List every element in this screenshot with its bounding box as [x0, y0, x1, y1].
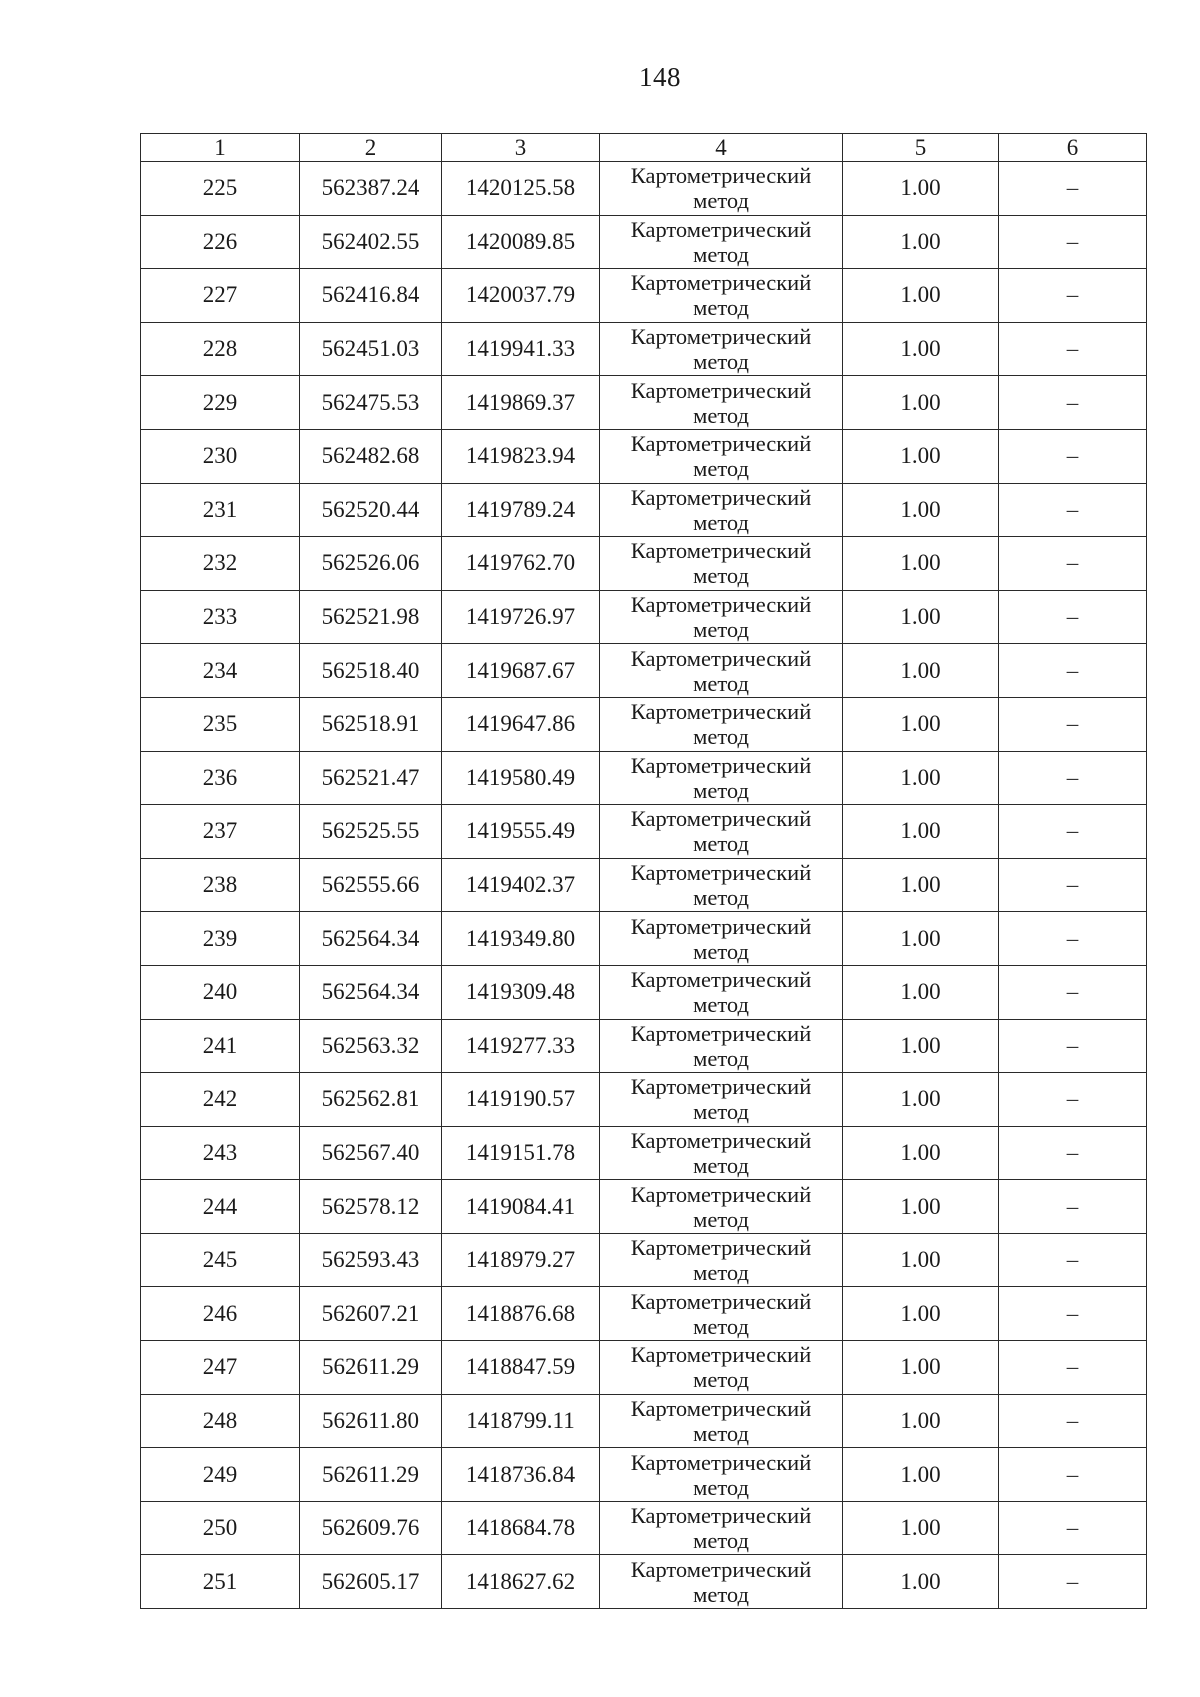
table-row [141, 965, 1147, 1019]
method-cell [600, 1287, 843, 1341]
table-row [141, 697, 1147, 751]
x-coordinate-cell: 562605.17 [300, 1555, 442, 1609]
point-number-cell: 242 [141, 1073, 300, 1127]
method-cell [600, 376, 843, 430]
point-number-cell: 227 [141, 269, 300, 323]
accuracy-cell: 1.00 [843, 805, 999, 859]
accuracy-cell: 1.00 [843, 1555, 999, 1609]
method-cell [600, 1555, 843, 1609]
method-line-1: Картометрический [630, 431, 812, 457]
table-row [141, 1073, 1147, 1127]
accuracy-cell: 1.00 [843, 1019, 999, 1073]
note-cell: – [999, 1233, 1147, 1287]
accuracy-cell: 1.00 [843, 1233, 999, 1287]
table-row [141, 269, 1147, 323]
y-coordinate-cell: 1420037.79 [442, 269, 600, 323]
note-cell: – [999, 1126, 1147, 1180]
accuracy-cell: 1.00 [843, 965, 999, 1019]
method-line-1: Картометрический [630, 1449, 812, 1475]
note-cell: – [999, 1180, 1147, 1234]
y-coordinate-cell: 1419190.57 [442, 1073, 600, 1127]
method-line-2: метод [693, 938, 749, 964]
accuracy-cell: 1.00 [843, 269, 999, 323]
point-number-cell: 234 [141, 644, 300, 698]
x-coordinate-cell: 562520.44 [300, 483, 442, 537]
point-number-cell: 230 [141, 429, 300, 483]
point-number-cell: 232 [141, 537, 300, 591]
accuracy-cell: 1.00 [843, 376, 999, 430]
method-cell [600, 644, 843, 698]
y-coordinate-cell: 1419726.97 [442, 590, 600, 644]
y-coordinate-cell: 1418979.27 [442, 1233, 600, 1287]
accuracy-cell: 1.00 [843, 1501, 999, 1555]
method-line-2: метод [693, 349, 749, 375]
note-cell: – [999, 269, 1147, 323]
page-number: 148 [639, 62, 681, 92]
x-coordinate-cell: 562578.12 [300, 1180, 442, 1234]
method-line-1: Картометрический [630, 1288, 812, 1314]
table-row [141, 1233, 1147, 1287]
table-row [141, 1126, 1147, 1180]
note-cell: – [999, 1501, 1147, 1555]
accuracy-cell: 1.00 [843, 858, 999, 912]
note-cell: – [999, 1555, 1147, 1609]
y-coordinate-cell: 1418684.78 [442, 1501, 600, 1555]
method-cell [600, 1073, 843, 1127]
method-line-2: метод [693, 1367, 749, 1393]
table-row [141, 376, 1147, 430]
method-line-2: метод [693, 777, 749, 803]
note-cell: – [999, 1341, 1147, 1395]
note-cell: – [999, 1287, 1147, 1341]
method-cell [600, 1180, 843, 1234]
method-cell [600, 1501, 843, 1555]
point-number-cell: 247 [141, 1341, 300, 1395]
x-coordinate-cell: 562518.40 [300, 644, 442, 698]
x-coordinate-cell: 562611.80 [300, 1394, 442, 1448]
point-number-cell: 245 [141, 1233, 300, 1287]
point-number-cell: 251 [141, 1555, 300, 1609]
header-col-4: 4 [600, 134, 843, 162]
method-line-1: Картометрический [630, 913, 812, 939]
method-line-1: Картометрический [630, 1235, 812, 1261]
method-line-2: метод [693, 1152, 749, 1178]
y-coordinate-cell: 1418876.68 [442, 1287, 600, 1341]
note-cell: – [999, 805, 1147, 859]
method-cell [600, 1126, 843, 1180]
method-cell [600, 1448, 843, 1502]
accuracy-cell: 1.00 [843, 1394, 999, 1448]
y-coordinate-cell: 1419402.37 [442, 858, 600, 912]
y-coordinate-cell: 1420089.85 [442, 215, 600, 269]
x-coordinate-cell: 562564.34 [300, 965, 442, 1019]
note-cell: – [999, 429, 1147, 483]
note-cell: – [999, 644, 1147, 698]
method-cell [600, 269, 843, 323]
y-coordinate-cell: 1419941.33 [442, 322, 600, 376]
method-cell [600, 1019, 843, 1073]
coordinates-table [140, 133, 1147, 1609]
table-row [141, 1341, 1147, 1395]
y-coordinate-cell: 1419151.78 [442, 1126, 600, 1180]
method-line-1: Картометрический [630, 1181, 812, 1207]
x-coordinate-cell: 562475.53 [300, 376, 442, 430]
x-coordinate-cell: 562555.66 [300, 858, 442, 912]
note-cell: – [999, 965, 1147, 1019]
method-line-1: Картометрический [630, 592, 812, 618]
table-row [141, 537, 1147, 591]
accuracy-cell: 1.00 [843, 912, 999, 966]
y-coordinate-cell: 1418627.62 [442, 1555, 600, 1609]
y-coordinate-cell: 1419869.37 [442, 376, 600, 430]
x-coordinate-cell: 562521.47 [300, 751, 442, 805]
note-cell: – [999, 1394, 1147, 1448]
point-number-cell: 231 [141, 483, 300, 537]
method-line-1: Картометрический [630, 270, 812, 296]
point-number-cell: 241 [141, 1019, 300, 1073]
x-coordinate-cell: 562526.06 [300, 537, 442, 591]
method-line-2: метод [693, 188, 749, 214]
method-cell [600, 858, 843, 912]
point-number-cell: 246 [141, 1287, 300, 1341]
method-line-2: метод [693, 992, 749, 1018]
point-number-cell: 233 [141, 590, 300, 644]
method-cell [600, 965, 843, 1019]
method-line-1: Картометрический [630, 216, 812, 242]
table-row [141, 805, 1147, 859]
point-number-cell: 228 [141, 322, 300, 376]
table-row [141, 1448, 1147, 1502]
method-line-2: метод [693, 402, 749, 428]
method-line-1: Картометрический [630, 538, 812, 564]
note-cell: – [999, 751, 1147, 805]
table-row [141, 590, 1147, 644]
x-coordinate-cell: 562611.29 [300, 1448, 442, 1502]
note-cell: – [999, 1073, 1147, 1127]
method-line-1: Картометрический [630, 752, 812, 778]
note-cell: – [999, 1448, 1147, 1502]
method-line-1: Картометрический [630, 806, 812, 832]
y-coordinate-cell: 1419309.48 [442, 965, 600, 1019]
x-coordinate-cell: 562609.76 [300, 1501, 442, 1555]
y-coordinate-cell: 1419277.33 [442, 1019, 600, 1073]
header-col-1: 1 [141, 134, 300, 162]
point-number-cell: 248 [141, 1394, 300, 1448]
method-line-2: метод [693, 1528, 749, 1554]
method-line-2: метод [693, 831, 749, 857]
x-coordinate-cell: 562521.98 [300, 590, 442, 644]
header-col-6: 6 [999, 134, 1147, 162]
x-coordinate-cell: 562563.32 [300, 1019, 442, 1073]
method-line-1: Картометрический [630, 1074, 812, 1100]
y-coordinate-cell: 1419084.41 [442, 1180, 600, 1234]
table-row [141, 644, 1147, 698]
note-cell: – [999, 697, 1147, 751]
point-number-cell: 244 [141, 1180, 300, 1234]
x-coordinate-cell: 562402.55 [300, 215, 442, 269]
method-line-1: Картометрический [630, 1020, 812, 1046]
method-line-2: метод [693, 1313, 749, 1339]
method-line-2: метод [693, 724, 749, 750]
y-coordinate-cell: 1419789.24 [442, 483, 600, 537]
accuracy-cell: 1.00 [843, 215, 999, 269]
method-line-2: метод [693, 1045, 749, 1071]
method-line-1: Картометрический [630, 377, 812, 403]
method-line-2: метод [693, 509, 749, 535]
method-cell [600, 429, 843, 483]
method-line-2: метод [693, 456, 749, 482]
y-coordinate-cell: 1419687.67 [442, 644, 600, 698]
table-row [141, 429, 1147, 483]
accuracy-cell: 1.00 [843, 429, 999, 483]
method-line-2: метод [693, 885, 749, 911]
x-coordinate-cell: 562564.34 [300, 912, 442, 966]
table-row [141, 162, 1147, 216]
method-line-2: метод [693, 617, 749, 643]
method-cell [600, 537, 843, 591]
method-cell [600, 751, 843, 805]
point-number-cell: 249 [141, 1448, 300, 1502]
x-coordinate-cell: 562482.68 [300, 429, 442, 483]
note-cell: – [999, 376, 1147, 430]
accuracy-cell: 1.00 [843, 590, 999, 644]
x-coordinate-cell: 562525.55 [300, 805, 442, 859]
point-number-cell: 237 [141, 805, 300, 859]
accuracy-cell: 1.00 [843, 697, 999, 751]
y-coordinate-cell: 1419823.94 [442, 429, 600, 483]
accuracy-cell: 1.00 [843, 1287, 999, 1341]
x-coordinate-cell: 562562.81 [300, 1073, 442, 1127]
method-cell [600, 483, 843, 537]
method-line-1: Картометрический [630, 1395, 812, 1421]
method-cell [600, 322, 843, 376]
method-line-2: метод [693, 1099, 749, 1125]
x-coordinate-cell: 562607.21 [300, 1287, 442, 1341]
point-number-cell: 243 [141, 1126, 300, 1180]
y-coordinate-cell: 1419762.70 [442, 537, 600, 591]
method-line-1: Картометрический [630, 1127, 812, 1153]
y-coordinate-cell: 1418847.59 [442, 1341, 600, 1395]
note-cell: – [999, 483, 1147, 537]
y-coordinate-cell: 1419580.49 [442, 751, 600, 805]
table-row [141, 1394, 1147, 1448]
table-row [141, 1287, 1147, 1341]
point-number-cell: 238 [141, 858, 300, 912]
x-coordinate-cell: 562611.29 [300, 1341, 442, 1395]
table-row [141, 1019, 1147, 1073]
note-cell: – [999, 162, 1147, 216]
y-coordinate-cell: 1419349.80 [442, 912, 600, 966]
accuracy-cell: 1.00 [843, 537, 999, 591]
accuracy-cell: 1.00 [843, 162, 999, 216]
point-number-cell: 226 [141, 215, 300, 269]
accuracy-cell: 1.00 [843, 1180, 999, 1234]
table-row [141, 215, 1147, 269]
accuracy-cell: 1.00 [843, 1126, 999, 1180]
accuracy-cell: 1.00 [843, 1073, 999, 1127]
method-cell [600, 215, 843, 269]
point-number-cell: 229 [141, 376, 300, 430]
method-cell [600, 162, 843, 216]
method-line-2: метод [693, 670, 749, 696]
note-cell: – [999, 215, 1147, 269]
method-line-1: Картометрический [630, 699, 812, 725]
y-coordinate-cell: 1418799.11 [442, 1394, 600, 1448]
accuracy-cell: 1.00 [843, 751, 999, 805]
note-cell: – [999, 858, 1147, 912]
x-coordinate-cell: 562387.24 [300, 162, 442, 216]
y-coordinate-cell: 1420125.58 [442, 162, 600, 216]
header-col-2: 2 [300, 134, 442, 162]
method-line-2: метод [693, 563, 749, 589]
point-number-cell: 240 [141, 965, 300, 1019]
method-cell [600, 590, 843, 644]
table-row [141, 751, 1147, 805]
header-col-3: 3 [442, 134, 600, 162]
table-row [141, 322, 1147, 376]
method-line-1: Картометрический [630, 484, 812, 510]
table-row [141, 912, 1147, 966]
method-line-1: Картометрический [630, 163, 812, 189]
method-line-2: метод [693, 241, 749, 267]
y-coordinate-cell: 1418736.84 [442, 1448, 600, 1502]
x-coordinate-cell: 562593.43 [300, 1233, 442, 1287]
method-cell [600, 805, 843, 859]
table-body [141, 162, 1147, 1609]
method-line-2: метод [693, 295, 749, 321]
table-header-row [141, 134, 1147, 162]
method-cell [600, 912, 843, 966]
method-line-1: Картометрический [630, 1503, 812, 1529]
method-cell [600, 1233, 843, 1287]
method-line-2: метод [693, 1260, 749, 1286]
accuracy-cell: 1.00 [843, 322, 999, 376]
method-cell [600, 697, 843, 751]
table-row [141, 1180, 1147, 1234]
method-line-2: метод [693, 1420, 749, 1446]
note-cell: – [999, 1019, 1147, 1073]
point-number-cell: 235 [141, 697, 300, 751]
note-cell: – [999, 537, 1147, 591]
x-coordinate-cell: 562567.40 [300, 1126, 442, 1180]
note-cell: – [999, 912, 1147, 966]
point-number-cell: 236 [141, 751, 300, 805]
point-number-cell: 225 [141, 162, 300, 216]
method-line-1: Картометрический [630, 860, 812, 886]
point-number-cell: 239 [141, 912, 300, 966]
table-row [141, 858, 1147, 912]
table-row [141, 1555, 1147, 1609]
x-coordinate-cell: 562518.91 [300, 697, 442, 751]
method-line-1: Картометрический [630, 967, 812, 993]
note-cell: – [999, 590, 1147, 644]
accuracy-cell: 1.00 [843, 483, 999, 537]
method-line-1: Картометрический [630, 1556, 812, 1582]
method-line-2: метод [693, 1206, 749, 1232]
table-row [141, 483, 1147, 537]
point-number-cell: 250 [141, 1501, 300, 1555]
y-coordinate-cell: 1419555.49 [442, 805, 600, 859]
x-coordinate-cell: 562416.84 [300, 269, 442, 323]
method-line-1: Картометрический [630, 645, 812, 671]
accuracy-cell: 1.00 [843, 644, 999, 698]
table-row [141, 1501, 1147, 1555]
method-line-2: метод [693, 1474, 749, 1500]
accuracy-cell: 1.00 [843, 1448, 999, 1502]
note-cell: – [999, 322, 1147, 376]
accuracy-cell: 1.00 [843, 1341, 999, 1395]
x-coordinate-cell: 562451.03 [300, 322, 442, 376]
header-col-5: 5 [843, 134, 999, 162]
method-cell [600, 1394, 843, 1448]
method-line-1: Картометрический [630, 324, 812, 350]
method-cell [600, 1341, 843, 1395]
method-line-2: метод [693, 1581, 749, 1607]
y-coordinate-cell: 1419647.86 [442, 697, 600, 751]
method-line-1: Картометрический [630, 1342, 812, 1368]
